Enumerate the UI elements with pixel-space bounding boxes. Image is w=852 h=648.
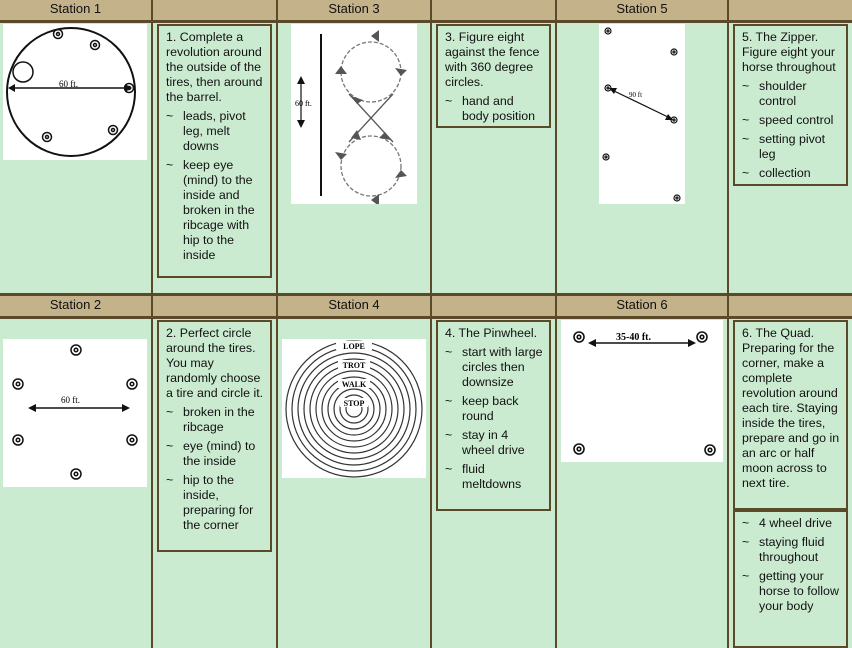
station1-distance-label: 60 ft. [59,79,78,89]
list-item: ~ stay in 4 wheel drive [445,428,525,457]
tilde-bullet: ~ [445,428,453,442]
tilde-bullet: ~ [742,132,750,146]
list-item: ~ setting pivot leg [742,132,826,161]
list-item: ~ collection [742,166,811,180]
station6-diagram [561,320,723,462]
header-station-3: Station 3 [278,0,432,21]
tilde-bullet: ~ [445,462,453,476]
station6-title: 6. The Quad. Preparing for the corner, make a complete revolution around each tire. Staying inside the tires, prepare and go in an arc or half moon across to next tire. [742,326,840,490]
header-rule-2 [0,316,852,319]
list-item: ~ leads, pivot leg, melt downs [166,109,246,153]
tilde-bullet: ~ [742,113,750,127]
tire-icons [43,30,134,142]
tilde-bullet: ~ [445,394,453,408]
label-stop: STOP [343,399,365,408]
list-item: ~ fluid meltdowns [445,462,522,491]
list-item: ~ start with large circles then downsize [445,345,543,389]
header-station-2: Station 2 [0,296,153,317]
tilde-bullet: ~ [166,439,174,453]
tilde-bullet: ~ [742,569,750,583]
station6-tips [733,510,848,648]
tire-icons [574,332,715,455]
column-divider [555,20,557,648]
station1-instructions [157,24,272,278]
tilde-bullet: ~ [742,516,750,530]
tire-icons [603,28,680,201]
column-divider [276,20,278,648]
list-item: ~ eye (mind) to the inside [166,439,256,468]
tilde-bullet: ~ [742,79,750,93]
label-walk: WALK [341,380,367,389]
list-item: ~ 4 wheel drive [742,516,833,530]
station1-title: 1. Complete a revolution around the outside of the tires, then around the barrel. [166,30,263,104]
station1-diagram [3,24,147,160]
tilde-bullet: ~ [166,473,174,487]
header-station-5: Station 5 [557,0,729,21]
header-station-6: Station 6 [557,296,729,317]
header-rule-1 [0,20,852,23]
tilde-bullet: ~ [166,109,174,123]
station3-distance-label: 60 ft. [295,99,312,108]
list-item: ~ shoulder control [742,79,807,108]
tire-icons [13,345,137,479]
list-item: ~ broken in the ribcage [166,405,255,434]
header-blank-1 [153,0,278,21]
station6-distance-label: 35-40 ft. [616,332,651,343]
station5-instructions [733,24,848,186]
pinwheel-spiral [282,339,426,478]
station3-diagram [291,24,417,204]
header-station-1: Station 1 [0,0,153,21]
header-blank-6 [729,296,852,317]
list-item: ~ speed control [742,113,834,127]
tilde-bullet: ~ [742,535,750,549]
barrel-icon [13,62,33,82]
station3-instructions [436,24,551,128]
station4-diagram [282,339,426,478]
list-item: ~ keep eye (mind) to the inside and broken in the ribcage with hip to the inside [166,158,255,262]
tilde-bullet: ~ [445,94,453,108]
station5-title: 5. The Zipper. Figure eight your horse throughout [742,30,836,74]
tilde-bullet: ~ [445,345,453,359]
station3-title: 3. Figure eight against the fence with 360 degree circles. [445,30,540,89]
header-blank-4 [432,296,557,317]
label-trot: TROT [342,361,366,370]
list-item: ~ getting your horse to follow your body [742,569,839,613]
column-divider [151,20,153,648]
tilde-bullet: ~ [742,166,750,180]
station6-instructions [733,320,848,510]
station2-title: 2. Perfect circle around the tires. You may randomly choose a tire and circle it. [166,326,264,400]
station2-instructions [157,320,272,552]
header-blank-3 [432,0,557,21]
header-station-4: Station 4 [278,296,432,317]
list-item: ~ staying fluid throughout [742,535,825,564]
header-blank-5 [729,0,852,21]
column-divider [430,20,432,648]
header-blank-2 [153,296,278,317]
station2-diagram [3,339,147,487]
station5-distance-label: 90 ft [629,91,643,99]
tilde-bullet: ~ [166,158,174,172]
label-lope: LOPE [343,342,365,351]
column-divider [727,20,729,648]
list-item: ~ hand and body position [445,94,536,123]
list-item: ~ hip to the inside, preparing for the corner [166,473,254,532]
station4-instructions [436,320,551,511]
station4-title: 4. The Pinwheel. [445,326,538,340]
station2-distance-label: 60 ft. [61,395,80,405]
station5-diagram [599,24,685,204]
tilde-bullet: ~ [166,405,174,419]
list-item: ~ keep back round [445,394,519,423]
